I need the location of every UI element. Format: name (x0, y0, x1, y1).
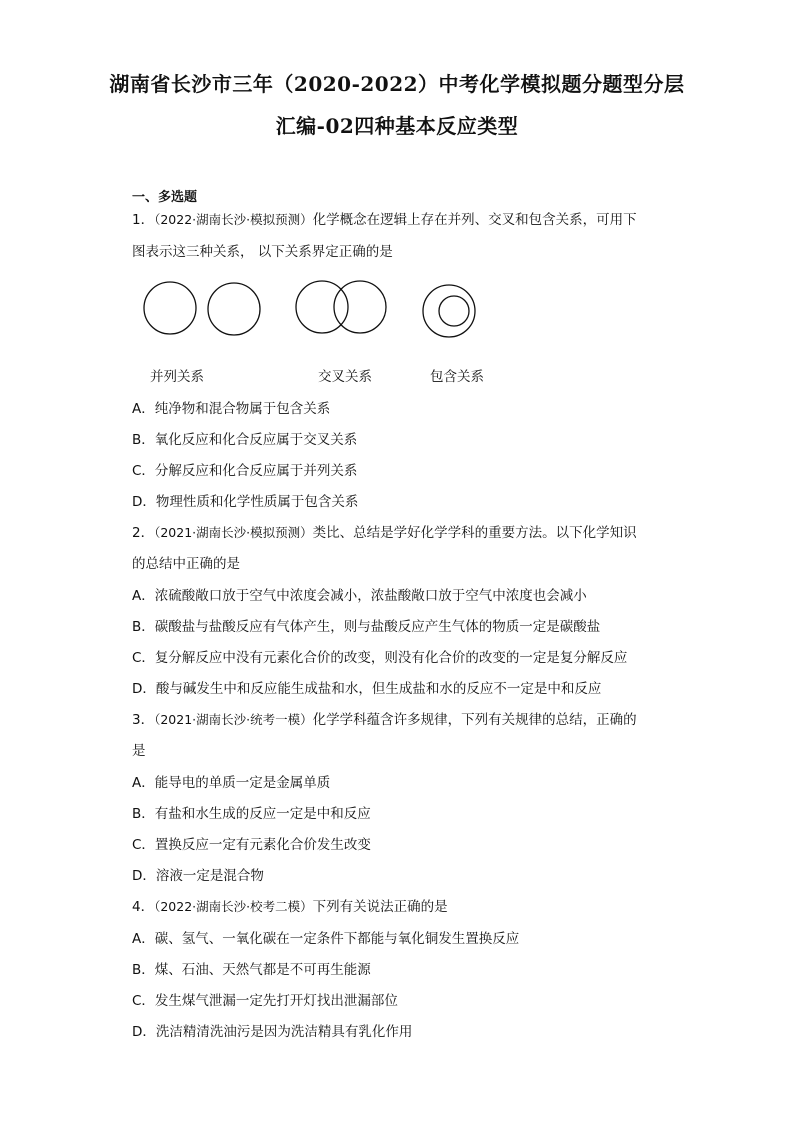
question-4-option-c: C．发生煤气泄漏一定先打开灯找出泄漏部位 (132, 993, 398, 1009)
question-3-option-a: A．能导电的单质一定是金属单质 (132, 775, 331, 791)
question-2-option-d: D．酸与碱发生中和反应能生成盐和水，但生成盐和水的反应不一定是中和反应 (132, 681, 602, 697)
question-number: 2． (132, 525, 155, 541)
question-number: 4． (132, 899, 155, 915)
question-source: （2022·湖南长沙·模拟预测） (154, 212, 313, 227)
question-text: 化学概念在逻辑上存在并列、交叉和包含关系，可用下 (312, 212, 637, 228)
question-source: （2022·湖南长沙·校考二模） (154, 899, 313, 914)
question-1-option-a: A．纯净物和混合物属于包含关系 (132, 401, 331, 417)
question-source: （2021·湖南长沙·模拟预测） (154, 525, 313, 540)
diagram-label-inclusion: 包含关系 (430, 369, 484, 385)
question-1-stem-line2: 图表示这三种关系， 以下关系界定正确的是 (132, 244, 393, 260)
question-source: （2021·湖南长沙·统考一模） (154, 712, 313, 727)
question-3-option-c: C．置换反应一定有元素化合价发生改变 (132, 837, 371, 853)
section-heading: 一、多选题 (132, 190, 198, 205)
question-4-option-d: D．洗洁精清洗油污是因为洗洁精具有乳化作用 (132, 1024, 413, 1040)
diagram-label-intersecting: 交叉关系 (318, 369, 372, 385)
question-1-option-d: D．物理性质和化学性质属于包含关系 (132, 494, 359, 510)
question-2-stem-line2: 的总结中正确的是 (132, 556, 240, 572)
document-title-line2: 汇编-02四种基本反应类型 (275, 114, 519, 138)
question-text: 类比、总结是学好化学学科的重要方法。以下化学知识 (312, 525, 637, 541)
question-text: 下列有关说法正确的是 (312, 899, 448, 915)
question-1-stem-line1 (132, 211, 637, 229)
question-1-option-b: B．氧化反应和化合反应属于交叉关系 (132, 432, 358, 448)
question-3-option-b: B．有盐和水生成的反应一定是中和反应 (132, 806, 371, 822)
question-3-stem-line1 (132, 711, 637, 729)
question-2-option-a: A．浓硫酸敞口放于空气中浓度会减小，浓盐酸敞口放于空气中浓度也会减小 (132, 588, 587, 604)
question-2-option-c: C．复分解反应中没有元素化合价的改变，则没有化合价的改变的一定是复分解反应 (132, 650, 628, 666)
question-text: 化学学科蕴含许多规律，下列有关规律的总结，正确的 (312, 712, 637, 728)
intersecting-relation-circles (296, 281, 386, 333)
parallel-relation-circles (144, 282, 260, 335)
question-4-option-b: B．煤、石油、天然气都是不可再生能源 (132, 962, 371, 978)
diagram-label-parallel: 并列关系 (150, 369, 204, 385)
question-1-option-c: C．分解反应和化合反应属于并列关系 (132, 463, 358, 479)
question-number: 1． (132, 212, 155, 228)
question-3-stem-line2: 是 (132, 743, 146, 759)
inclusion-relation-circles (423, 285, 475, 337)
document-title-line1: 湖南省长沙市三年（2020-2022）中考化学模拟题分题型分层 (109, 72, 685, 96)
question-4-option-a: A．碳、氢气、一氧化碳在一定条件下都能与氧化铜发生置换反应 (132, 931, 520, 947)
relationship-diagram (132, 274, 492, 344)
question-2-option-b: B．碳酸盐与盐酸反应有气体产生，则与盐酸反应产生气体的物质一定是碳酸盐 (132, 619, 601, 635)
question-2-stem-line1 (132, 524, 637, 542)
question-number: 3． (132, 712, 155, 728)
question-3-option-d: D．溶液一定是混合物 (132, 868, 264, 884)
question-4-stem-line1 (132, 898, 448, 916)
